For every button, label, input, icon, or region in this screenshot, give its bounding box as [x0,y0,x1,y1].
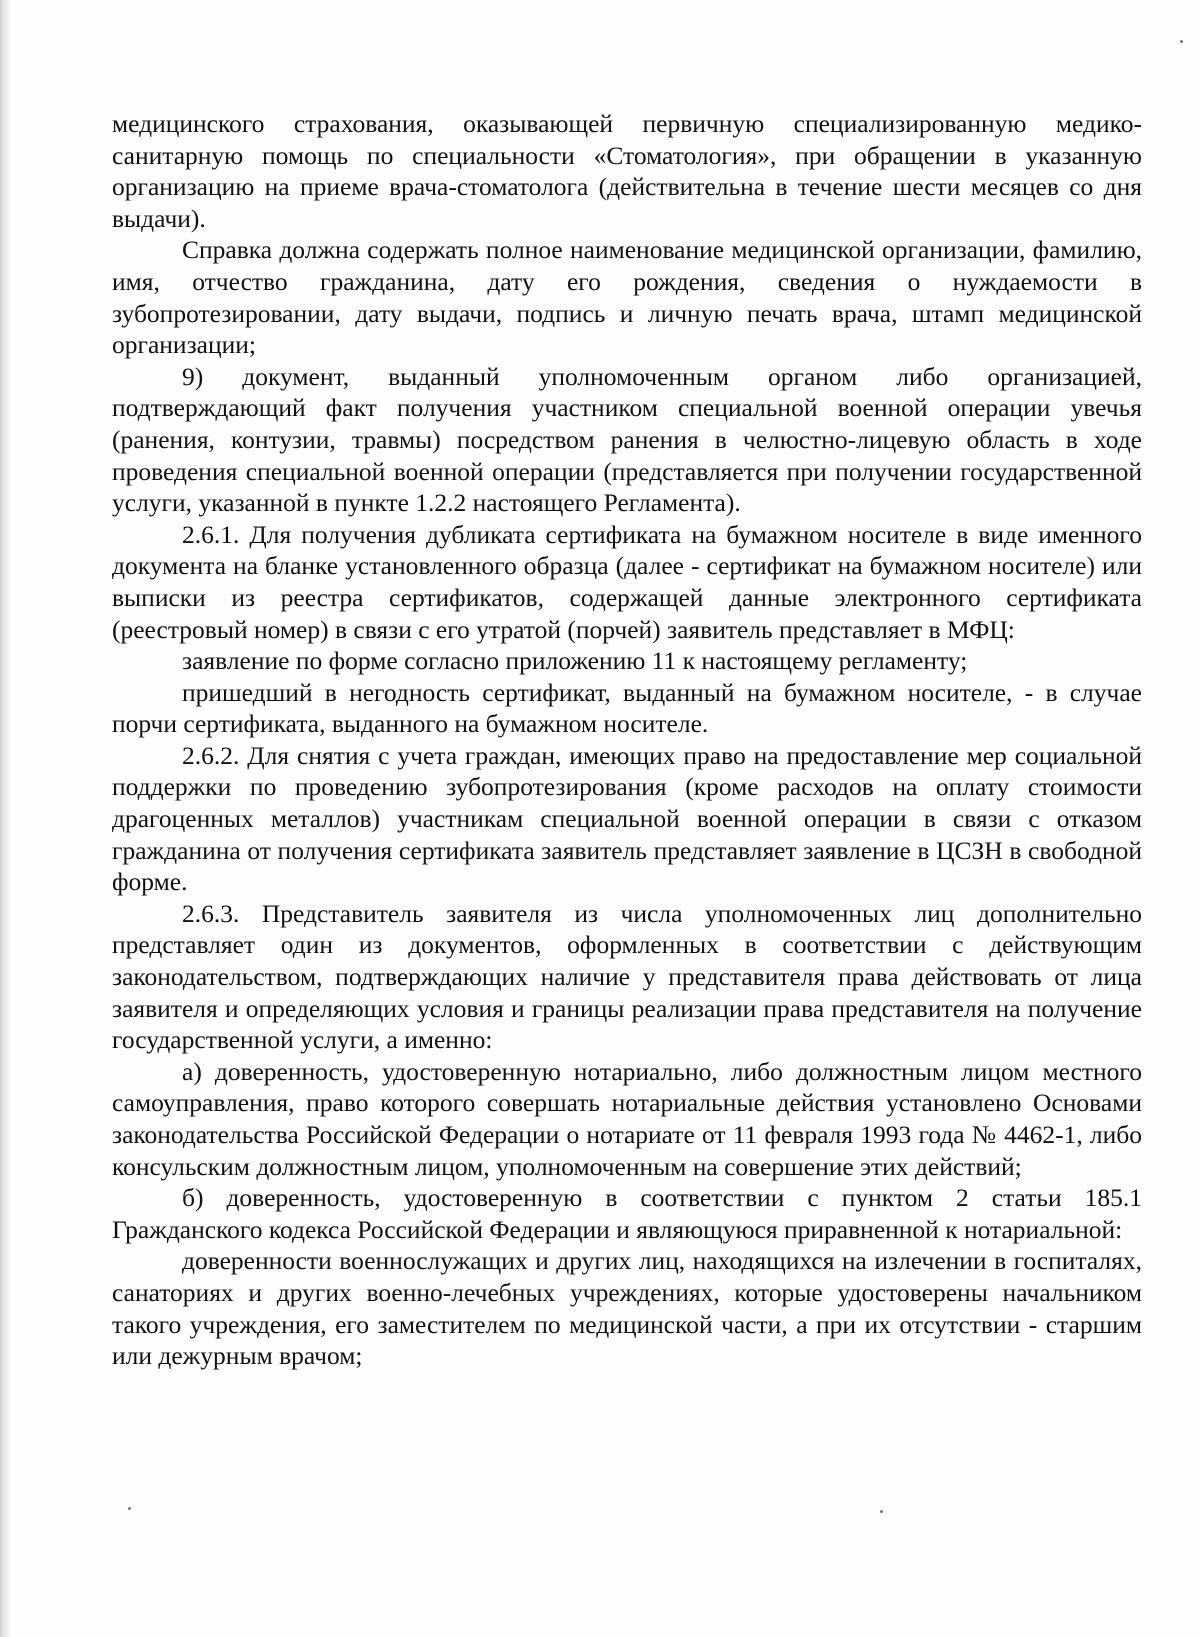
paragraph-military-power-of-attorney: доверенности военнослужащих и других лиц, находящихся на излечении в госпиталях, санаториях и других военно-лечебных учреждениях, которые удостоверены начальником такого учреждения, его заместителем по медицинской части, а при их отсутствии - старшим или дежурным врачом; [112,1246,1142,1371]
scan-speck [880,1510,883,1513]
scan-edge-shadow [0,0,12,1637]
paragraph-damaged-certificate: пришедший в негодность сертификат, выданный на бумажном носителе, - в случае порчи сертификата, выданного на бумажном носителе. [112,677,1142,739]
paragraph-2-6-3: 2.6.3. Представитель заявителя из числа уполномоченных лиц дополнительно представляет один из документов, оформленных в соответствии с действующим законодательством, подтверждающих наличие у представителя права действовать от лица заявителя и определяющих условия и границы реализации права представителя на получение государственной услуги, а именно: [112,898,1142,1055]
paragraph-item-9: 9) документ, выданный уполномоченным органом либо организацией, подтверждающий факт получения участником специальной военной операции увечья (ранения, контузии, травмы) посредством ранения в челюстно-лицевую область в ходе проведения специальной военной операции (представляется при получении государственной услуги, указанной в пункте 1.2.2 настоящего Регламента). [112,361,1142,518]
scan-speck [1180,40,1183,43]
paragraph-certificate-requirements: Справка должна содержать полное наименование медицинской организации, фамилию, имя, отчество гражданина, дату его рождения, сведения о нуждаемости в зубопротезировании, дату выдачи, подпись и личную печать врача, штамп медицинской организации; [112,235,1142,360]
paragraph-item-a: а) доверенность, удостоверенную нотариально, либо должностным лицом местного самоуправления, право которого совершать нотариальные действия установлено Основами законодательства Российской Федерации о нотариате от 11 февраля 1993 года № 4462-1, либо консульским должностным лицом, уполномоченным на совершение этих действий; [112,1056,1142,1181]
document-body [112,108,1142,1372]
paragraph-application-form: заявление по форме согласно приложению 11 к настоящему регламенту; [182,646,968,676]
paragraph-2-6-2: 2.6.2. Для снятия с учета граждан, имеющих право на предоставление мер социальной поддержки по проведению зубопротезирования (кроме расходов на оплату стоимости драгоценных металлов) участникам специальной военной операции в связи с отказом гражданина от получения сертификата заявитель представляет заявление в ЦСЗН в свободной форме. [112,740,1142,897]
paragraph-continuation: медицинского страхования, оказывающей первичную специализированную медико-санитарную помощь по специальности «Стоматология», при обращении в указанную организацию на приеме врача-стоматолога (действительна в течение шести месяцев со дня выдачи). [112,109,1142,233]
scan-speck [128,1507,131,1510]
paragraph-2-6-1: 2.6.1. Для получения дубликата сертификата на бумажном носителе в виде именного документа на бланке установленного образца (далее - сертификат на бумажном носителе) или выписки из реестра сертификатов, содержащей данные электронного сертификата (реестровый номер) в связи с его утратой (порчей) заявитель представляет в МФЦ: [112,519,1142,644]
paragraph-item-b: б) доверенность, удостоверенную в соответствии с пунктом 2 статьи 185.1 Гражданского кодекса Российской Федерации и являющуюся приравненной к нотариальной: [112,1183,1142,1244]
